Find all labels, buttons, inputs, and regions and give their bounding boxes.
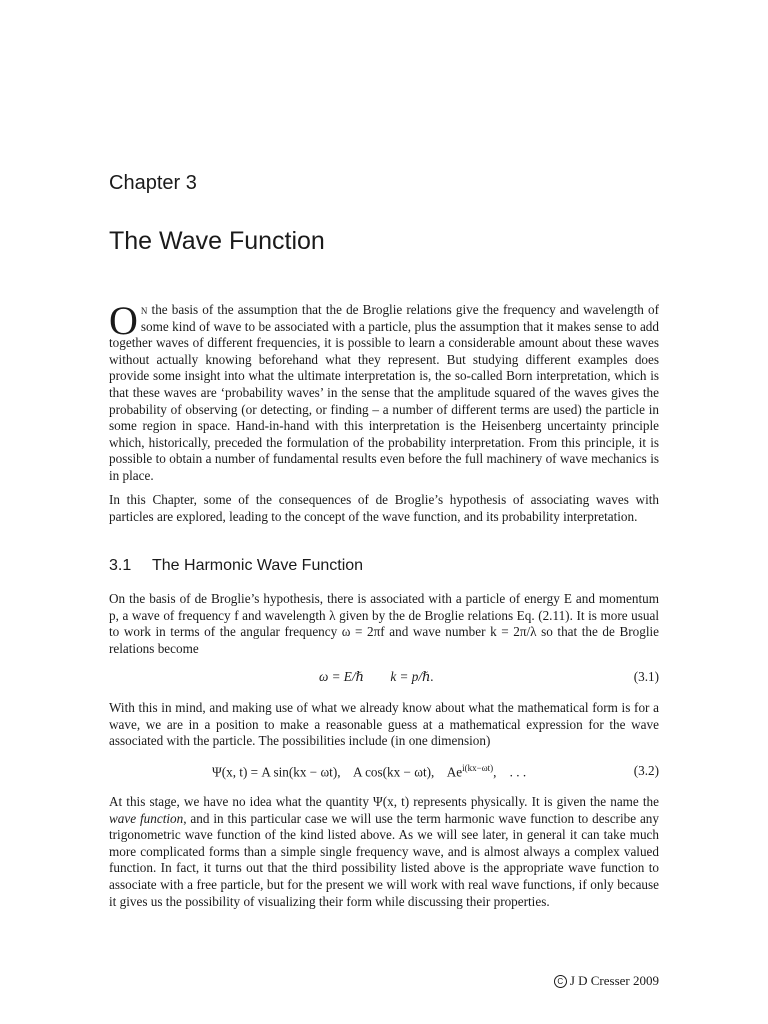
equation-3-2-main: Ψ(x, t) = A sin(kx − ωt), A cos(kx − ωt), Ae <box>212 764 463 780</box>
equation-3-1-tag: (3.1) <box>633 669 659 684</box>
section-paragraph-2: With this in mind, and making use of what we already know about what the mathematical form is for a wave, we are in a position to make a reasonable guess at a mathematical expression for the wave associated with the particle. The possibilities include (in one dimension) <box>109 700 659 749</box>
equation-3-2 <box>109 763 659 781</box>
section-title: The Harmonic Wave Function <box>152 557 364 574</box>
copyright-footer <box>554 973 659 989</box>
chapter-title: The Wave Function <box>109 227 325 255</box>
intro-paragraph-text: the basis of the assumption that the de Broglie relations give the frequency and wavelength of some kind of wave to be associated with a particle, plus the assumption that it makes sense to add together waves of different frequencies, it is possible to learn a considerable amount about these waves without actually knowing beforehand what they represent. But studying different examples does provide some insight into what the ultimate interpretation is, the so-called Born interpretation, which is that these waves are ‘probability waves’ in the sense that the amplitude squared of the waves gives the probability of observing (or detecting, or finding – a number of different terms are used) the particle in some region in space. Hand-in-hand with this interpretation is the Heisenberg uncertainty principle which, historically, preceded the formulation of the probability interpretation. From this principle, it is possible to obtain a number of fundamental results even before the full machinery of wave mechanics is in place. <box>109 302 659 483</box>
section-paragraph-3 <box>109 794 659 910</box>
equation-3-2-tag: (3.2) <box>633 763 659 778</box>
equation-3-1 <box>109 669 659 687</box>
section-paragraph-3-b: , and in this particular case we will use the term harmonic wave function to describe any trigonometric wave function of the kind listed above. As we will see later, in general it can take much more complicated forms than a simple single frequency wave, and is almost always a complex valued function. In fact, it turns out that the third possibility listed above is the appropriate wave function to associate with a free particle, but for the present we will work with real wave functions, if only because it gives us the possibility of visualizing their form while discussing their properties. <box>109 810 659 909</box>
section-paragraph-1: On the basis of de Broglie’s hypothesis, there is associated with a particle of energy E and momentum p, a wave of frequency f and wavelength λ given by the de Broglie relations Eq. (2.11). It is more usual to work in terms of the angular frequency ω = 2πf and wave number k = 2π/λ so that the de Broglie relations become <box>109 591 659 656</box>
equation-3-2-tail: , . . . <box>493 764 527 780</box>
drop-cap: O <box>109 298 138 343</box>
chapter-label: Chapter 3 <box>109 172 197 194</box>
section-number: 3.1 <box>109 557 132 574</box>
first-word-rest: n <box>140 302 148 317</box>
wave-function-term: wave function <box>109 810 184 826</box>
equation-3-2-expr <box>212 763 526 780</box>
equation-3-1-expr: ω = E/ℏ k = p/ℏ. <box>319 669 434 684</box>
section-heading <box>109 557 363 575</box>
intro-paragraph-2: In this Chapter, some of the consequences of de Broglie’s hypothesis of associating waves with particles are explored, leading to the concept of the wave function, and its probability interpretation. <box>109 492 659 524</box>
copyright-icon: C <box>554 975 567 988</box>
intro-paragraph <box>109 298 659 485</box>
footer-author-year: J D Cresser 2009 <box>569 973 659 988</box>
equation-3-2-exponent: i(kx−ωt) <box>462 763 494 773</box>
section-paragraph-3-a: At this stage, we have no idea what the quantity Ψ(x, t) represents physically. It is given the name the <box>109 794 659 809</box>
